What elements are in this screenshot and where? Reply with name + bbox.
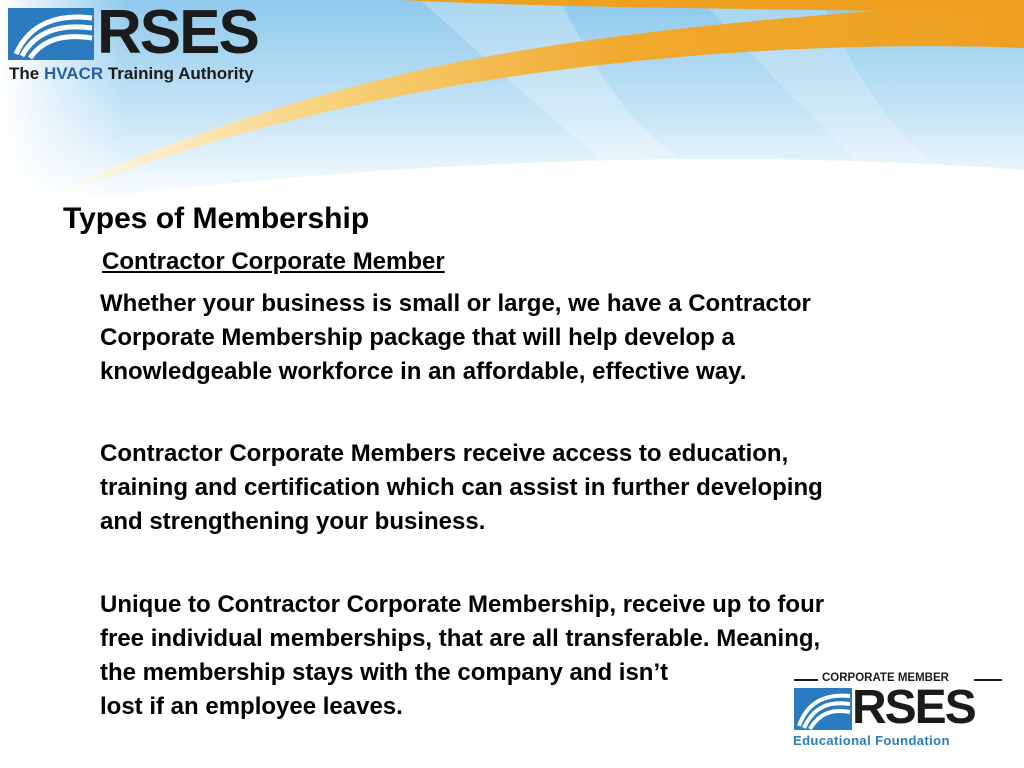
rses-swoosh-icon bbox=[8, 8, 94, 60]
corporate-member-badge bbox=[792, 672, 1004, 752]
badge-top-text: CORPORATE MEMBER bbox=[822, 672, 949, 684]
rses-logo bbox=[8, 0, 288, 86]
badge-divider-right bbox=[974, 679, 1002, 681]
logo-tagline: The HVACR Training Authority bbox=[9, 64, 254, 83]
slide-subtitle: Contractor Corporate Member bbox=[102, 248, 445, 275]
paragraph-3: Unique to Contractor Corporate Membership, receive up to four free individual memberships, that are all transferable. Meaning, the membership stays with the company and isn’t lost if an employee leaves. bbox=[100, 591, 825, 720]
badge-logo-text: RSES bbox=[852, 681, 975, 734]
paragraph-1: Whether your business is small or large, we have a Contractor Corporate Membership package that will help develop a knowledgeable workforce in an affordable, effective way. bbox=[100, 290, 811, 385]
slide-title: Types of Membership bbox=[63, 202, 370, 235]
badge-swoosh-icon bbox=[794, 688, 852, 730]
badge-bottom-text: Educational Foundation bbox=[793, 733, 950, 748]
rses-logo-text: RSES bbox=[97, 0, 258, 67]
badge-divider-left bbox=[794, 679, 818, 681]
paragraph-2: Contractor Corporate Members receive access to education, training and certification which can assist in further developing and strengthening your business. bbox=[100, 440, 823, 535]
